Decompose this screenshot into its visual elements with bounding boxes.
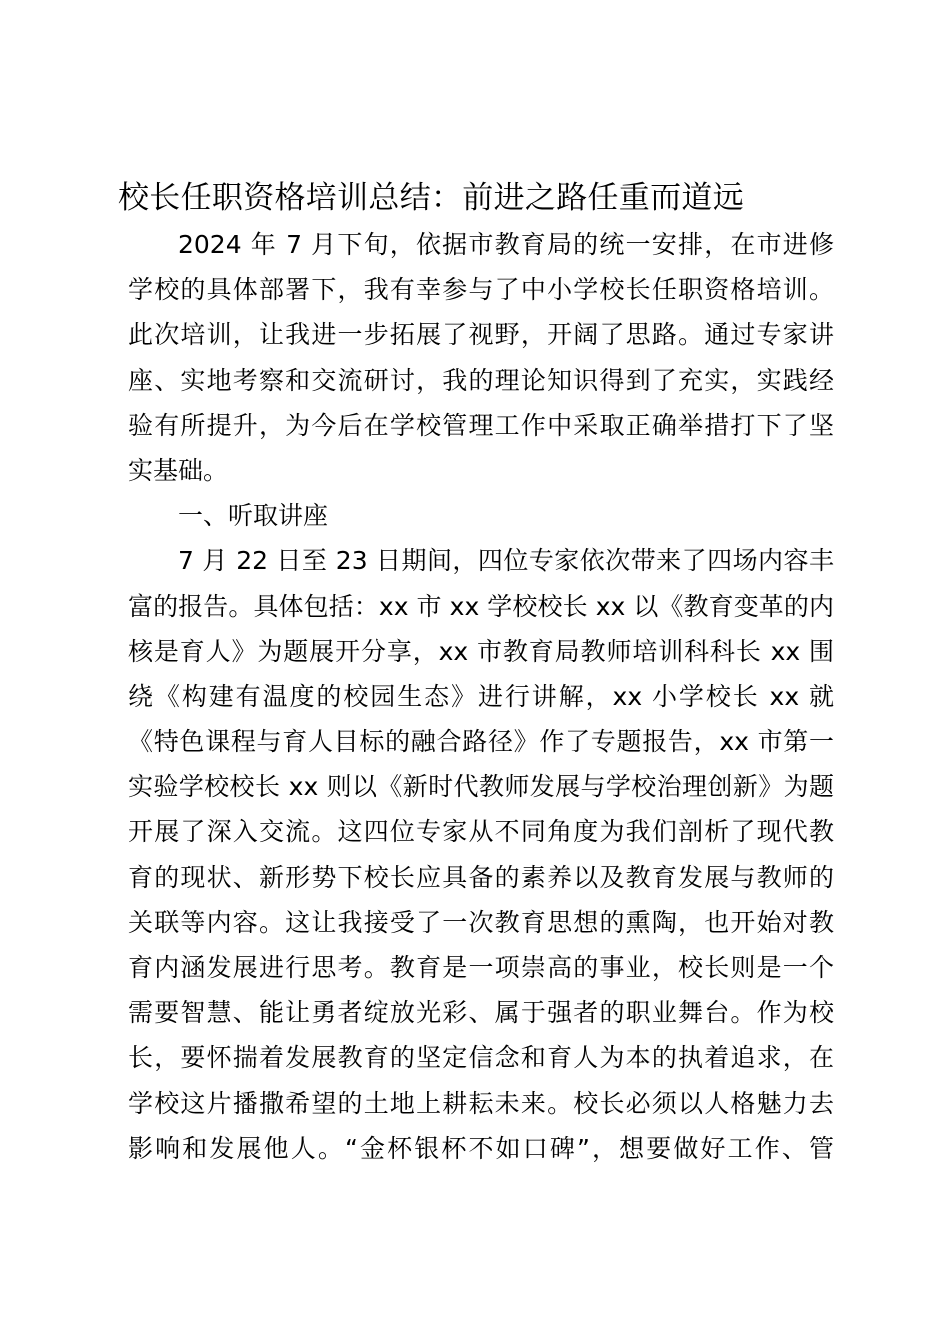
- paragraph-1-line-2: 学校的具体部署下，我有幸参与了中小学校长任职资格培训。: [128, 275, 834, 305]
- paragraph-2-line-10: 育内涵发展进行思考。教育是一项崇高的事业，校长则是一个: [128, 953, 834, 982]
- document-title: 校长任职资格培训总结：前进之路任重而道远: [118, 180, 744, 216]
- document-body: [128, 222, 834, 1171]
- paragraph-2-line-14: 影响和发展他人。“金杯银杯不如口碑”，想要做好工作、管: [128, 1133, 834, 1163]
- paragraph-2-line-2: 富的报告。具体包括：xx 市 xx 学校校长 xx 以《教育变革的内: [128, 591, 834, 621]
- paragraph-2-line-1: 7 月 22 日至 23 日期间，四位专家依次带来了四场内容丰: [178, 546, 834, 576]
- paragraph-2-line-9: 关联等内容。这让我接受了一次教育思想的熏陶，也开始对教: [128, 907, 834, 937]
- paragraph-1-line-1: 2024 年 7 月下旬，依据市教育局的统一安排，在市进修: [178, 230, 834, 259]
- paragraph-2-line-6: 实验学校校长 xx 则以《新时代教师发展与学校治理创新》为题: [128, 772, 834, 802]
- paragraph-1-line-4: 座、实地考察和交流研讨，我的理论知识得到了充实，实践经: [128, 365, 834, 395]
- paragraph-1-line-5: 验有所提升，为今后在学校管理工作中采取正确举措打下了坚: [128, 410, 834, 440]
- paragraph-2-line-8: 育的现状、新形势下校长应具备的素养以及教育发展与教师的: [128, 862, 834, 892]
- paragraph-2-line-11: 需要智慧、能让勇者绽放光彩、属于强者的职业舞台。作为校: [128, 998, 834, 1028]
- paragraph-2-line-13: 学校这片播撒希望的土地上耕耘未来。校长必须以人格魅力去: [128, 1088, 834, 1118]
- paragraph-2-line-4: 绕《构建有温度的校园生态》进行讲解，xx 小学校长 xx 就: [128, 681, 834, 711]
- section-heading-1: 一、听取讲座: [178, 501, 329, 531]
- paragraph-2-line-7: 开展了深入交流。这四位专家从不同角度为我们剖析了现代教: [128, 817, 834, 847]
- paragraph-1-line-3: 此次培训，让我进一步拓展了视野，开阔了思路。通过专家讲: [128, 320, 834, 350]
- paragraph-2-line-3: 核是育人》为题展开分享，xx 市教育局教师培训科科长 xx 围: [128, 636, 834, 666]
- paragraph-2-line-12: 长，要怀揣着发展教育的坚定信念和育人为本的执着追求，在: [128, 1043, 834, 1073]
- paragraph-2-line-5: 《特色课程与育人目标的融合路径》作了专题报告，xx 市第一: [128, 727, 834, 757]
- paragraph-1-line-6: 实基础。: [128, 455, 229, 485]
